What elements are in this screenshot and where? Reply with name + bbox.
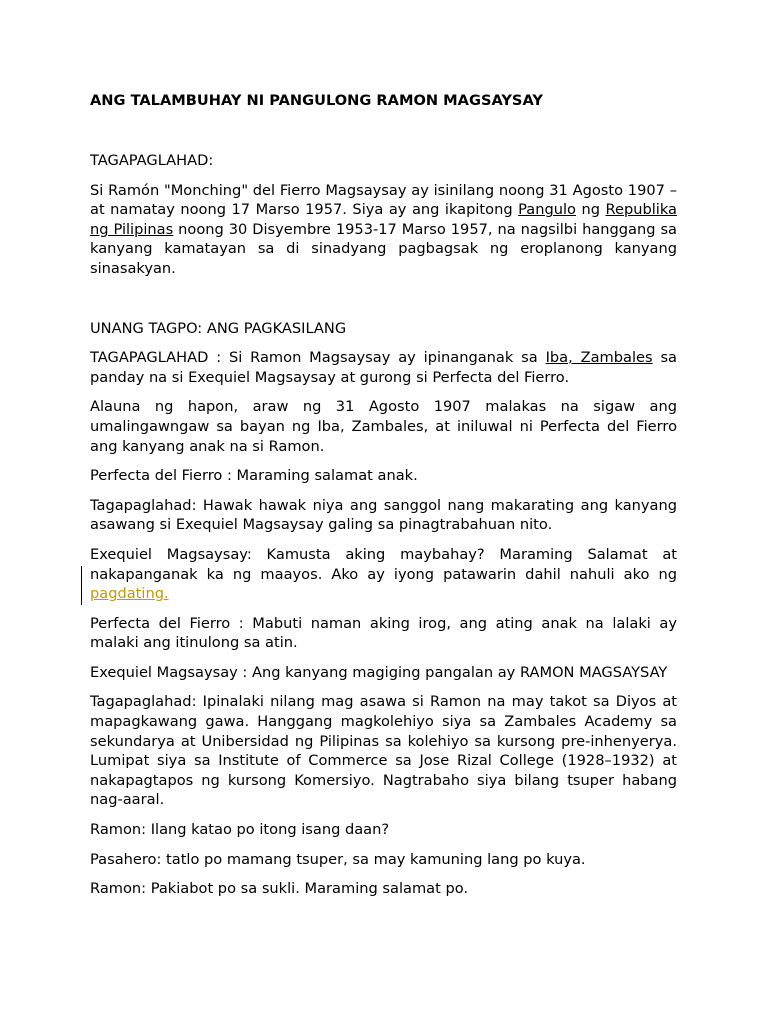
document-title: ANG TALAMBUHAY NI PANGULONG RAMON MAGSAYSAY xyxy=(90,92,543,109)
intro-text-1: Si Ramón "Monching" del Fierro Magsaysay ay isinilang noong 31 Agosto 1907 – at namatay noong 17 Marso 1957. Siya ay ang ikapitong xyxy=(90,181,677,219)
revision-change-bar xyxy=(81,566,82,605)
paragraph-5 xyxy=(90,545,677,604)
paragraph-4: Tagapaglahad: Hawak hawak niya ang sanggol nang makarating ang kanyang asawang si Exequiel Magsaysay galing sa pinagtrabahuan nito. xyxy=(90,496,677,534)
paragraph-9: Ramon: Ilang katao po itong isang daan? xyxy=(90,821,390,839)
paragraph-1 xyxy=(90,348,677,387)
spacer xyxy=(90,289,677,319)
link-pagdating[interactable]: pagdating. xyxy=(90,585,169,603)
paragraph-11: Ramon: Pakiabot po sa sukli. Maraming salamat po. xyxy=(90,880,469,898)
link-iba-zambales[interactable]: Iba, Zambales xyxy=(545,349,653,367)
link-republika[interactable]: Republika ng Pilipinas xyxy=(90,201,677,238)
paragraph-6: Perfecta del Fierro : Mabuti naman aking irog, ang ating anak na lalaki ay malaki ang itinulong sa atin. xyxy=(90,614,677,652)
intro-paragraph xyxy=(90,181,677,279)
p5-text-1: Exequiel Magsaysay: Kamusta aking maybahay? Maraming Salamat at nakapanganak ka ng maayos. Ako ay iyong patawarin dahil nahuli ako ng xyxy=(90,545,677,583)
paragraph-10: Pasahero: tatlo po mamang tsuper, sa may kamuning lang po kuya. xyxy=(90,850,586,868)
document-page xyxy=(90,91,677,909)
paragraph-2: Alauna ng hapon, araw ng 31 Agosto 1907 malakas na sigaw ang umalingawngaw sa bayan ng Iba, Zambales, at iniluwal ni Perfecta del Fierro ang kanyang anak na si Ramon. xyxy=(90,398,677,455)
p1-text-1: TAGAPAGLAHAD : Si Ramon Magsaysay ay ipinanganak sa xyxy=(90,349,546,367)
link-pangulo[interactable]: Pangulo xyxy=(518,201,576,219)
p1-text-2: sa panday na si Exequiel Magsaysay at gurong si Perfecta del Fierro. xyxy=(90,349,677,386)
paragraph-8: Tagapaglahad: Ipinalaki nilang mag asawa si Ramon na may takot sa Diyos at mapagkawang gawa. Hanggang magkolehiyo siya sa Zambales Academy sa sekundarya at Unibersidad ng Pilipinas sa kolehiyo sa kursong pre-inhenyerya. Lumipat siya sa Institute of Commerce sa Jose Rizal College (1928–1932) at nakapagtapos ng kursong Komersiyo. Nagtrabaho siya bilang tsuper habang nag-aaral. xyxy=(90,693,677,809)
intro-text-3: noong 30 Disyembre 1953-17 Marso 1957, na nagsilbi hanggang sa kanyang kamatayan sa di sinadyang pagbagsak ng eroplanong kanyang sinasakyan. xyxy=(90,220,677,277)
paragraph-7: Exequiel Magsaysay : Ang kanyang magiging pangalan ay RAMON MAGSAYSAY xyxy=(90,663,668,681)
section-heading: UNANG TAGPO: ANG PAGKASILANG xyxy=(90,319,347,337)
paragraph-3: Perfecta del Fierro : Maraming salamat anak. xyxy=(90,467,418,485)
spacer xyxy=(90,111,677,151)
intro-text-2: ng xyxy=(575,201,606,219)
intro-heading: TAGAPAGLAHAD: xyxy=(90,152,214,169)
